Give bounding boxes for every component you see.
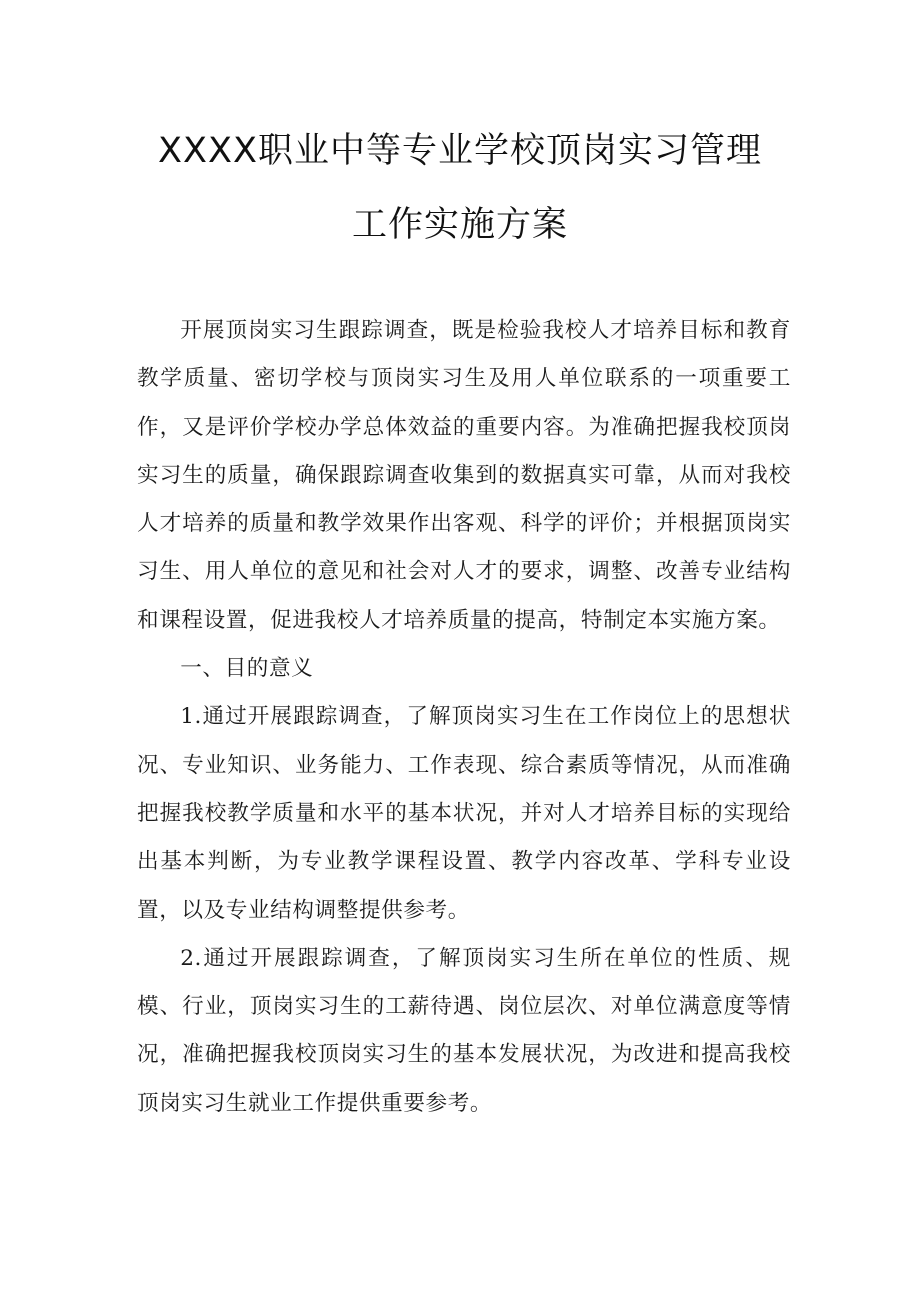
document-title-line-2: 工作实施方案 (351, 205, 568, 245)
document-body (137, 307, 791, 1128)
document-title-line-1: XXXX职业中等专业学校顶岗实习管理 (158, 131, 762, 171)
point-2-paragraph: 2.通过开展跟踪调查，了解顶岗实习生所在单位的性质、规模、行业，顶岗实习生的工薪待遇、岗位层次、对单位满意度等情况，准确把握我校顶岗实习生的基本发展状况，为改进和提高我校顶岗实习生就业工作提供重要参考。 (137, 945, 791, 1116)
intro-paragraph: 开展顶岗实习生跟踪调查，既是检验我校人才培养目标和教育教学质量、密切学校与顶岗实习生及用人单位联系的一项重要工作，又是评价学校办学总体效益的重要内容。为准确把握我校顶岗实习生的质量，确保跟踪调查收集到的数据真实可靠，从而对我校人才培养的质量和教学效果作出客观、科学的评价；并根据顶岗实习生、用人单位的意见和社会对人才的要求，调整、改善专业结构和课程设置，促进我校人才培养质量的提高，特制定本实施方案。 (137, 318, 791, 633)
point-1-paragraph: 1.通过开展跟踪调查，了解顶岗实习生在工作岗位上的思想状况、专业知识、业务能力、工作表现、综合素质等情况，从而准确把握我校教学质量和水平的基本状况，并对人才培养目标的实现给出基本判断，为专业教学课程设置、教学内容改革、学科专业设置，以及专业结构调整提供参考。 (137, 704, 791, 923)
section-heading-purpose: 一、目的意义 (180, 656, 314, 682)
